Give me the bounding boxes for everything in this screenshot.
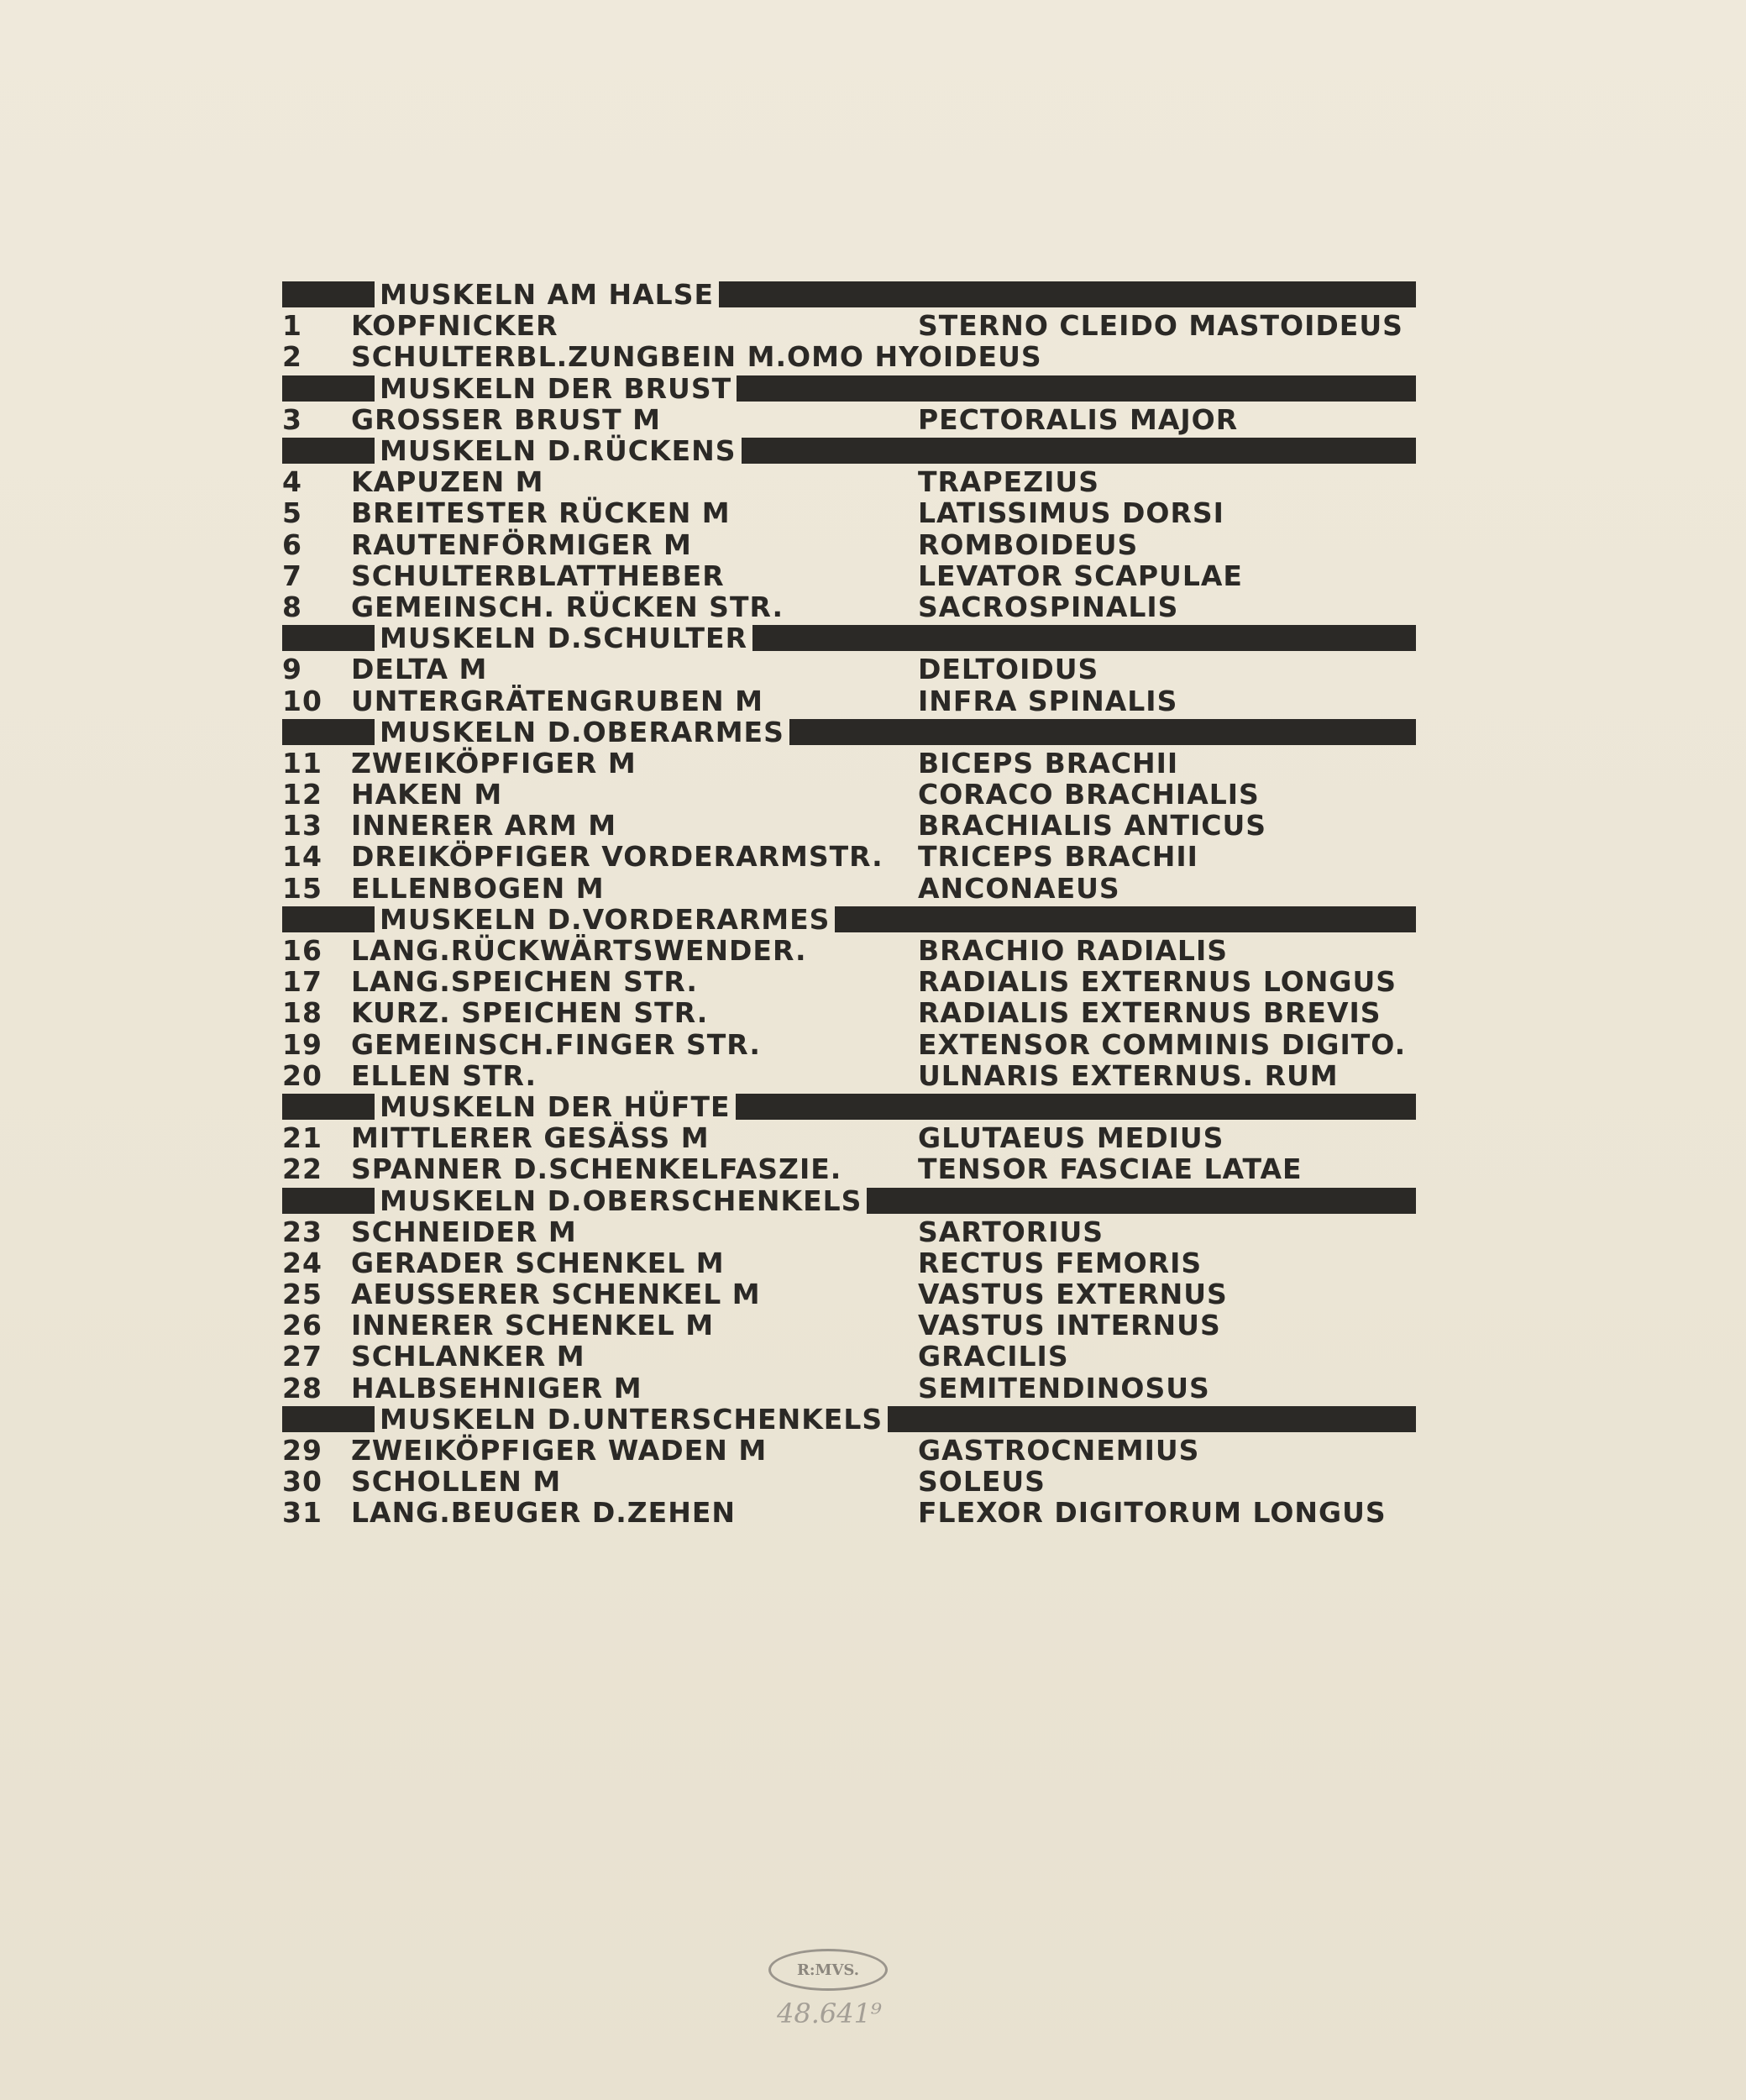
header-bar-left — [282, 1094, 375, 1120]
header-bar-left — [282, 1188, 375, 1214]
section-header — [282, 435, 1416, 466]
row-number: 21 — [282, 1121, 322, 1155]
muscle-row — [282, 1029, 1416, 1060]
german-name: AEUSSERER SCHENKEL M — [351, 1278, 761, 1311]
row-number: 5 — [282, 496, 302, 530]
german-name: SCHOLLEN M — [351, 1465, 562, 1499]
muscle-row — [282, 466, 1416, 497]
german-name: SCHULTERBL.ZUNGBEIN M.OMO HYOIDEUS — [351, 340, 1042, 374]
header-bar-left — [282, 375, 375, 402]
latin-name: ROMBOIDEUS — [918, 528, 1139, 561]
latin-name: SACROSPINALIS — [918, 590, 1179, 623]
german-name: HAKEN M — [351, 778, 503, 811]
section-title: MUSKELN D.OBERSCHENKELS — [380, 1184, 863, 1217]
header-bar-right — [752, 625, 1416, 651]
row-number: 23 — [282, 1215, 322, 1248]
section-header — [282, 1091, 1416, 1122]
german-name: BREITESTER RÜCKEN M — [351, 496, 731, 530]
header-bar-right — [737, 375, 1416, 402]
section-title: MUSKELN D.SCHULTER — [380, 622, 748, 655]
muscle-row — [282, 529, 1416, 560]
german-name: UNTERGRÄTENGRUBEN M — [351, 684, 763, 717]
muscle-row — [282, 591, 1416, 622]
row-number: 22 — [282, 1152, 322, 1186]
german-name: GEMEINSCH.FINGER STR. — [351, 1027, 761, 1061]
row-number: 15 — [282, 871, 322, 905]
row-number: 16 — [282, 934, 322, 968]
row-number: 10 — [282, 684, 322, 717]
header-bar-right — [789, 719, 1416, 745]
latin-name: RADIALIS EXTERNUS LONGUS — [918, 965, 1397, 999]
muscle-row — [282, 1122, 1416, 1153]
section-header — [282, 279, 1416, 310]
row-number: 20 — [282, 1058, 322, 1092]
muscle-row — [282, 1278, 1416, 1310]
row-number: 9 — [282, 653, 302, 686]
latin-name: SEMITENDINOSUS — [918, 1371, 1210, 1404]
header-bar-left — [282, 438, 375, 464]
row-number: 19 — [282, 1027, 322, 1061]
section-title: MUSKELN AM HALSE — [380, 278, 715, 312]
row-number: 26 — [282, 1309, 322, 1342]
german-name: ELLEN STR. — [351, 1058, 537, 1092]
latin-name: DELTOIDUS — [918, 653, 1099, 686]
german-name: HALBSEHNIGER M — [351, 1371, 642, 1404]
muscle-row — [282, 1466, 1416, 1497]
german-name: SCHNEIDER M — [351, 1215, 577, 1248]
row-number: 14 — [282, 840, 322, 874]
muscle-row — [282, 654, 1416, 685]
muscle-row — [282, 841, 1416, 872]
section-header — [282, 717, 1416, 748]
german-name: LANG.BEUGER D.ZEHEN — [351, 1496, 737, 1530]
muscle-row — [282, 779, 1416, 810]
latin-name: TRAPEZIUS — [918, 465, 1099, 499]
muscle-row — [282, 1341, 1416, 1372]
latin-name: BRACHIO RADIALIS — [918, 934, 1228, 968]
muscle-row — [282, 560, 1416, 591]
german-name: GROSSER BRUST M — [351, 402, 662, 436]
german-name: RAUTENFÖRMIGER M — [351, 528, 692, 561]
row-number: 17 — [282, 965, 322, 999]
section-title: MUSKELN D.VORDERARMES — [380, 902, 831, 936]
latin-name: TRICEPS BRACHII — [918, 840, 1198, 874]
latin-name: SARTORIUS — [918, 1215, 1104, 1248]
section-header — [282, 904, 1416, 935]
german-name: GEMEINSCH. RÜCKEN STR. — [351, 590, 784, 623]
row-number: 8 — [282, 590, 302, 623]
muscle-row — [282, 966, 1416, 997]
row-number: 27 — [282, 1340, 322, 1373]
section-header — [282, 1184, 1416, 1215]
row-number: 13 — [282, 809, 322, 843]
latin-name: SOLEUS — [918, 1465, 1046, 1499]
row-number: 24 — [282, 1246, 322, 1279]
section-title: MUSKELN DER HÜFTE — [380, 1089, 731, 1123]
muscle-row — [282, 1153, 1416, 1184]
header-bar-right — [736, 1094, 1417, 1120]
muscle-row — [282, 1435, 1416, 1466]
muscle-row — [282, 341, 1416, 372]
section-title: MUSKELN D.RÜCKENS — [380, 434, 737, 468]
latin-name: LATISSIMUS DORSI — [918, 496, 1224, 530]
muscle-row — [282, 748, 1416, 779]
row-number: 11 — [282, 746, 322, 780]
latin-name: GLUTAEUS MEDIUS — [918, 1121, 1224, 1155]
latin-name: ULNARIS EXTERNUS. RUM — [918, 1058, 1339, 1092]
german-name: SPANNER D.SCHENKELFASZIE. — [351, 1152, 842, 1186]
german-name: ZWEIKÖPFIGER M — [351, 746, 637, 780]
header-bar-left — [282, 906, 375, 932]
german-name: DELTA M — [351, 653, 488, 686]
latin-name: FLEXOR DIGITORUM LONGUS — [918, 1496, 1387, 1530]
row-number: 2 — [282, 340, 302, 374]
latin-name: VASTUS EXTERNUS — [918, 1278, 1228, 1311]
row-number: 25 — [282, 1278, 322, 1311]
header-bar-left — [282, 281, 375, 307]
german-name: DREIKÖPFIGER VORDERARMSTR. — [351, 840, 883, 874]
muscle-row — [282, 1497, 1416, 1528]
latin-name: CORACO BRACHIALIS — [918, 778, 1260, 811]
german-name: MITTLERER GESÄSS M — [351, 1121, 710, 1155]
latin-name: BICEPS BRACHII — [918, 746, 1179, 780]
muscle-row — [282, 1060, 1416, 1091]
row-number: 30 — [282, 1465, 322, 1499]
muscle-row — [282, 873, 1416, 904]
row-number: 4 — [282, 465, 302, 499]
header-bar-left — [282, 719, 375, 745]
latin-name: GASTROCNEMIUS — [918, 1434, 1200, 1467]
latin-name: BRACHIALIS ANTICUS — [918, 809, 1267, 843]
row-number: 29 — [282, 1434, 322, 1467]
row-number: 1 — [282, 309, 302, 343]
header-bar-left — [282, 625, 375, 651]
german-name: INNERER ARM M — [351, 809, 617, 843]
german-name: GERADER SCHENKEL M — [351, 1246, 725, 1279]
muscle-row — [282, 997, 1416, 1028]
muscle-row — [282, 1247, 1416, 1278]
latin-name: EXTENSOR COMMINIS DIGITO. — [918, 1027, 1407, 1061]
row-number: 12 — [282, 778, 322, 811]
row-number: 31 — [282, 1496, 322, 1530]
german-name: KOPFNICKER — [351, 309, 558, 343]
header-bar-right — [719, 281, 1416, 307]
german-name: KURZ. SPEICHEN STR. — [351, 996, 709, 1030]
german-name: ZWEIKÖPFIGER WADEN M — [351, 1434, 768, 1467]
header-bar-right — [835, 906, 1416, 932]
muscle-row — [282, 810, 1416, 841]
header-bar-right — [742, 438, 1416, 464]
collection-stamp — [768, 1949, 888, 1991]
german-name: LANG.SPEICHEN STR. — [351, 965, 698, 999]
row-number: 18 — [282, 996, 322, 1030]
section-header — [282, 373, 1416, 404]
german-name: SCHULTERBLATTHEBER — [351, 559, 725, 592]
muscle-row — [282, 685, 1416, 716]
header-bar-right — [867, 1188, 1416, 1214]
section-title: MUSKELN DER BRUST — [380, 371, 732, 405]
header-bar-left — [282, 1406, 375, 1432]
section-title: MUSKELN D.UNTERSCHENKELS — [380, 1402, 883, 1436]
latin-name: VASTUS INTERNUS — [918, 1309, 1221, 1342]
muscle-row — [282, 404, 1416, 435]
stamp-text: R:MVS. — [796, 1961, 860, 1979]
muscle-row — [282, 1310, 1416, 1341]
latin-name: STERNO CLEIDO MASTOIDEUS — [918, 309, 1403, 343]
latin-name: PECTORALIS MAJOR — [918, 402, 1239, 436]
latin-name: LEVATOR SCAPULAE — [918, 559, 1243, 592]
latin-name: ANCONAEUS — [918, 871, 1120, 905]
latin-name: RECTUS FEMORIS — [918, 1246, 1203, 1279]
muscle-row — [282, 310, 1416, 341]
row-number: 7 — [282, 559, 302, 592]
muscle-row — [282, 1216, 1416, 1247]
latin-name: GRACILIS — [918, 1340, 1069, 1373]
german-name: LANG.RÜCKWÄRTSWENDER. — [351, 934, 807, 968]
row-number: 3 — [282, 402, 302, 436]
latin-name: INFRA SPINALIS — [918, 684, 1178, 717]
german-name: KAPUZEN M — [351, 465, 544, 499]
german-name: ELLENBOGEN M — [351, 871, 605, 905]
german-name: SCHLANKER M — [351, 1340, 585, 1373]
german-name: INNERER SCHENKEL M — [351, 1309, 715, 1342]
inventory-number: 48.641⁹ — [777, 1998, 882, 2029]
section-header — [282, 1404, 1416, 1435]
muscle-table — [282, 279, 1416, 1529]
section-header — [282, 622, 1416, 654]
latin-name: TENSOR FASCIAE LATAE — [918, 1152, 1303, 1186]
header-bar-right — [888, 1406, 1416, 1432]
muscle-row — [282, 1373, 1416, 1404]
section-title: MUSKELN D.OBERARMES — [380, 715, 784, 748]
muscle-row — [282, 497, 1416, 528]
muscle-row — [282, 935, 1416, 966]
row-number: 6 — [282, 528, 302, 561]
row-number: 28 — [282, 1371, 322, 1404]
latin-name: RADIALIS EXTERNUS BREVIS — [918, 996, 1382, 1030]
